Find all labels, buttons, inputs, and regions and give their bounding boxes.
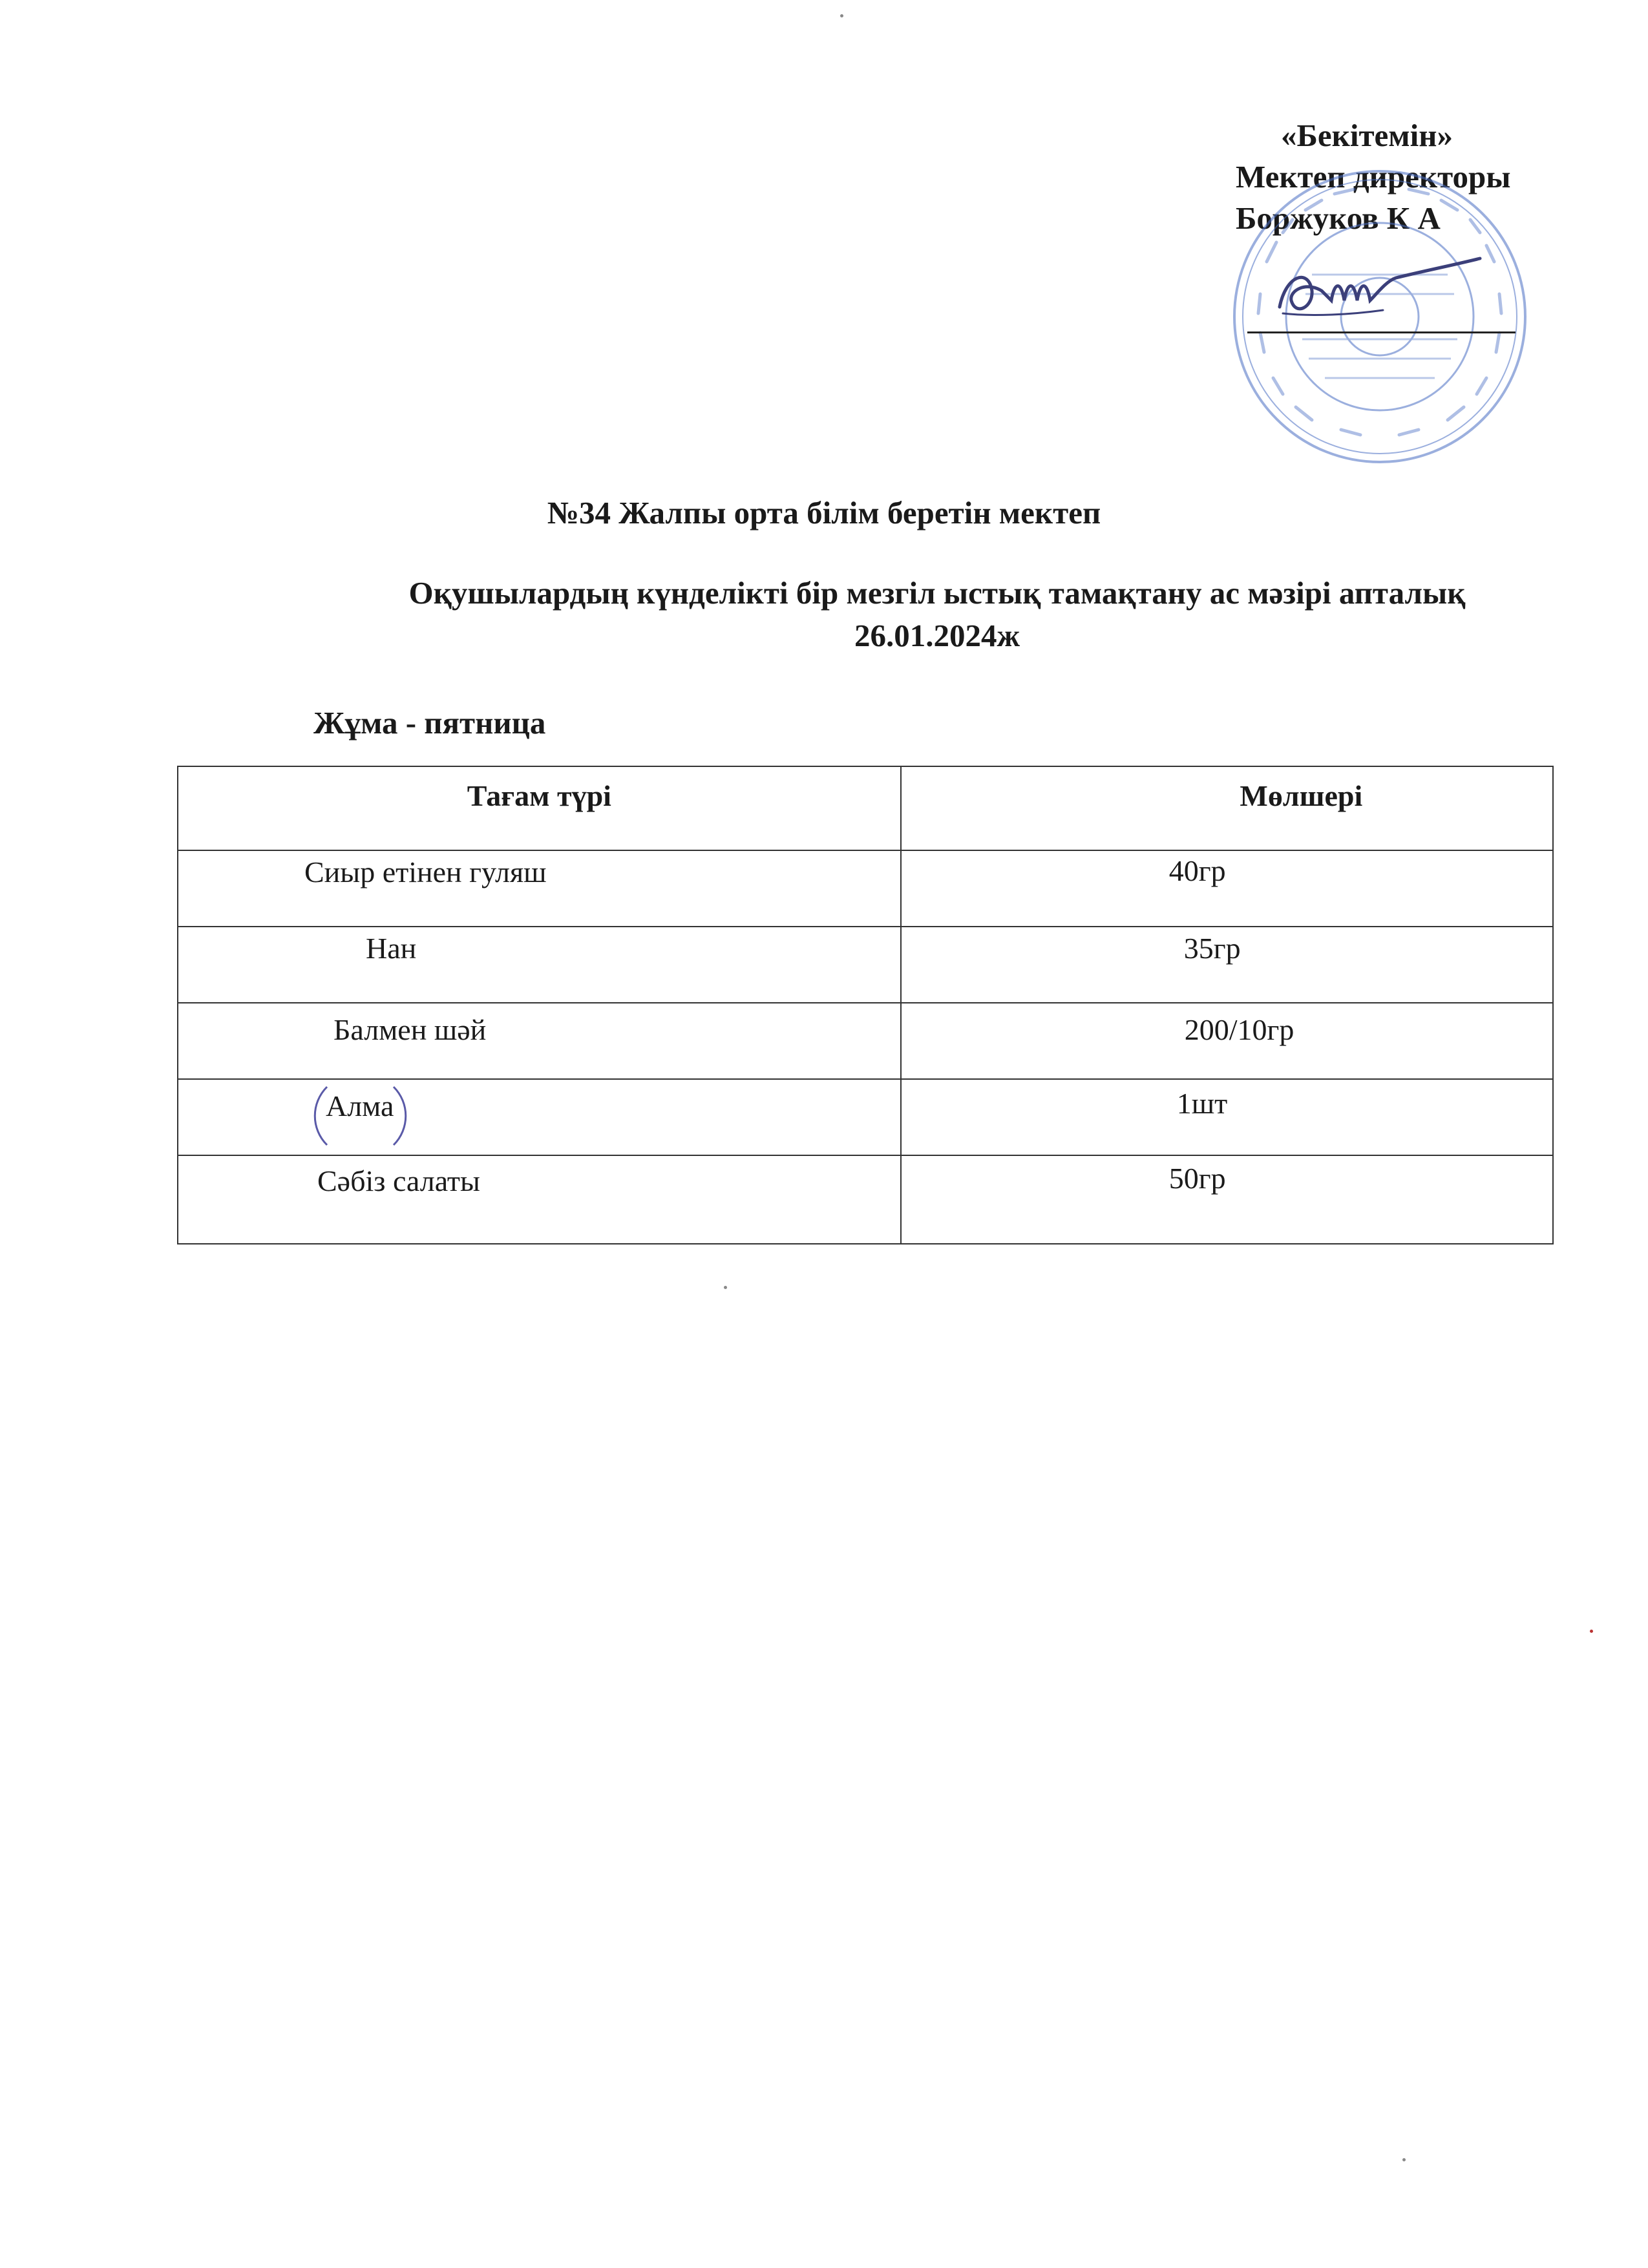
- dish-name: Сәбіз салаты: [317, 1164, 480, 1197]
- menu-date: 26.01.2024ж: [854, 618, 1020, 653]
- dish-amount: 1шт: [1176, 1087, 1228, 1120]
- menu-table: [177, 766, 1554, 1244]
- day-label: Жұма - пятница: [313, 705, 546, 740]
- dish-name: Нан: [366, 932, 417, 965]
- table-row: [178, 850, 1553, 927]
- dish-name-wrap: [178, 1080, 900, 1164]
- amount-cell: [901, 850, 1553, 927]
- dish-name: Балмен шәй: [333, 1013, 487, 1046]
- column-header-amount: [901, 766, 1553, 850]
- school-title: №34 Жалпы орта білім беретін мектеп: [547, 495, 1101, 530]
- approval-director-name: Боржуков К А: [1236, 200, 1441, 236]
- right-bracket-mark-icon: [385, 1084, 413, 1148]
- menu-title: Оқушылардың күнделікті бір мезгіл ыстық тамақтану ас мәзірі апталық: [408, 575, 1466, 611]
- dish-amount: 200/10гр: [1184, 1013, 1294, 1046]
- amount-cell: [901, 1079, 1553, 1155]
- left-bracket-mark-icon: [308, 1084, 336, 1148]
- table-row: [178, 1003, 1553, 1079]
- table-header-row: [178, 766, 1553, 850]
- scan-speck: [724, 1286, 727, 1289]
- dish-cell: [178, 1003, 901, 1079]
- director-signature-icon: [1273, 255, 1486, 333]
- dish-name-circled: [326, 1089, 394, 1123]
- scan-speck: [1590, 1630, 1593, 1633]
- menu-title-block: [304, 572, 1570, 657]
- dish-cell: [178, 1155, 901, 1244]
- dish-amount: 40гр: [1168, 854, 1226, 887]
- amount-cell: [901, 1155, 1553, 1244]
- table-row: [178, 1155, 1553, 1244]
- dish-amount: 35гр: [1183, 932, 1241, 965]
- column-header-dish-label: Тағам түрі: [467, 779, 611, 812]
- dish-name: Алма: [326, 1089, 394, 1122]
- dish-cell: [178, 850, 901, 927]
- table-row: [178, 1079, 1553, 1155]
- column-header-amount-label: Мөлшері: [1240, 779, 1363, 812]
- dish-amount: 50гр: [1168, 1162, 1226, 1195]
- dish-name: Сиыр етінен гуляш: [304, 856, 547, 888]
- dish-cell: [178, 1079, 901, 1155]
- dish-cell: [178, 927, 901, 1003]
- column-header-dish: [178, 766, 901, 850]
- amount-cell: [901, 927, 1553, 1003]
- approval-position: Мектеп директоры: [1236, 159, 1511, 194]
- amount-cell: [901, 1003, 1553, 1079]
- table-row: [178, 927, 1553, 1003]
- approval-heading: «Бекітемін»: [1281, 118, 1453, 153]
- signature-line: [1247, 331, 1516, 333]
- scan-speck: [1402, 2158, 1406, 2161]
- scan-speck: [840, 14, 843, 17]
